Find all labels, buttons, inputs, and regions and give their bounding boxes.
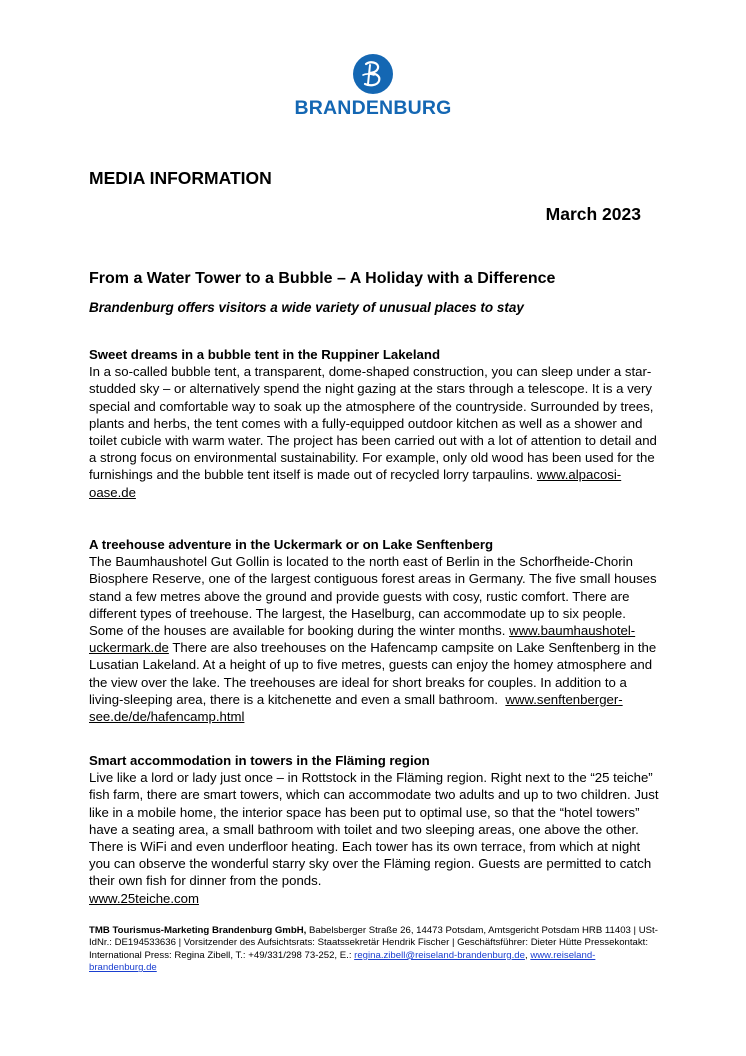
section-title: Sweet dreams in a bubble tent in the Ruppiner Lakeland [89, 347, 440, 362]
section-treehouse [89, 536, 659, 725]
section-body [89, 363, 659, 501]
section-body [89, 553, 659, 725]
section-text: There are also treehouses on the Hafencamp campsite on Lake Senftenberg in the Lusatian Lakeland. At a height of up to five metres, guests can enjoy the homey atmosphere and the view over the lake. The treehouses are ideal for short breaks for couples. In addition to a living-sleeping area, there is a kitchenette and even a small bathroom. [89, 640, 657, 707]
footer-separator: , [524, 949, 528, 961]
section-towers [89, 752, 659, 907]
subheadline: Brandenburg offers visitors a wide variety of unusual places to stay [89, 300, 524, 315]
footer-text: Babelsberger Straße 26, 14473 Potsdam, Amtsgericht Potsdam HRB 11403 | USt-IdNr.: DE194533636 | Vorsitzender des Aufsichtsrats: Staatssekretär Hendrik Fischer | Geschäftsführer: Dieter Hütte Pressekontakt: International Press: Regina Zibell, T.: +49/331/298 73-252, E.: [89, 925, 658, 961]
headline: From a Water Tower to a Bubble – A Holiday with a Difference [89, 270, 556, 287]
section-text: In a so-called bubble tent, a transparent, dome-shaped construction, you can sleep under a star-studded sky – or alternatively spend the night gazing at the stars through a telescope. It is a very special and comfortable way to soak up the atmosphere of the countryside. Surrounded by trees, plants and herbs, the tent comes with a fully-equipped outdoor kitchen as well as a shower and toilet cubicle with warm water. The project has been carried out with a lot of attention to detail and a strong focus on environmental sustainability. For example, only old wood has been used for the furnishings and the bubble tent itself is made out of recycled lorry tarpaulins. [89, 364, 657, 483]
footer-company: TMB Tourismus-Marketing Brandenburg GmbH, [89, 925, 307, 936]
section-title: Smart accommodation in towers in the Fläming region [89, 753, 430, 768]
footer-website-link[interactable]: www.reiseland-brandenburg.de [89, 949, 596, 974]
section-text: The Baumhaushotel Gut Gollin is located to the north east of Berlin in the Schorfheide-Chorin Biosphere Reserve, one of the largest contiguous forest areas in Germany. The five small houses stand a few metres above the ground and provide guests with cosy, rustic comfort. There are different types of treehouse. The largest, the Haselburg, can accommodate up to six people. Some of the houses are available for booking during the winter months. [89, 554, 657, 639]
section-text: Live like a lord or lady just once – in Rottstock in the Fläming region. Right next to the “25 teiche” fish farm, there are smart towers, which can accommodate two adults and up to two children. Just like in a mobile home, the interior space has been put to optimal use, so that the “hotel towers” have a seating area, a small bathroom with toilet and two sleeping areas, one above the other. There is WiFi and even underfloor heating. Each tower has its own terrace, from which at night you can observe the wonderful starry sky over the Fläming region. Guests are permitted to catch their own fish for dinner from the ponds. [89, 770, 659, 889]
section-link[interactable]: www.senftenberger-see.de/de/hafencamp.html [89, 691, 623, 725]
footer [89, 925, 659, 975]
footer-email-link[interactable]: regina.zibell@reiseland-brandenburg.de [354, 949, 525, 961]
release-date: March 2023 [545, 204, 641, 224]
brandenburg-b-logo-icon [352, 53, 394, 95]
section-link[interactable]: www.baumhaushotel-uckermark.de [89, 623, 636, 656]
page-title: MEDIA INFORMATION [89, 168, 272, 188]
section-link[interactable]: www.25teiche.com [89, 890, 199, 906]
brand-name: BRANDENBURG [294, 97, 452, 119]
section-bubble-tent [89, 346, 659, 501]
section-title: A treehouse adventure in the Uckermark or on Lake Senftenberg [89, 537, 494, 552]
section-body [89, 769, 659, 907]
brand-logo [290, 53, 456, 120]
section-link[interactable]: www.alpacosi-oase.de [89, 467, 622, 500]
